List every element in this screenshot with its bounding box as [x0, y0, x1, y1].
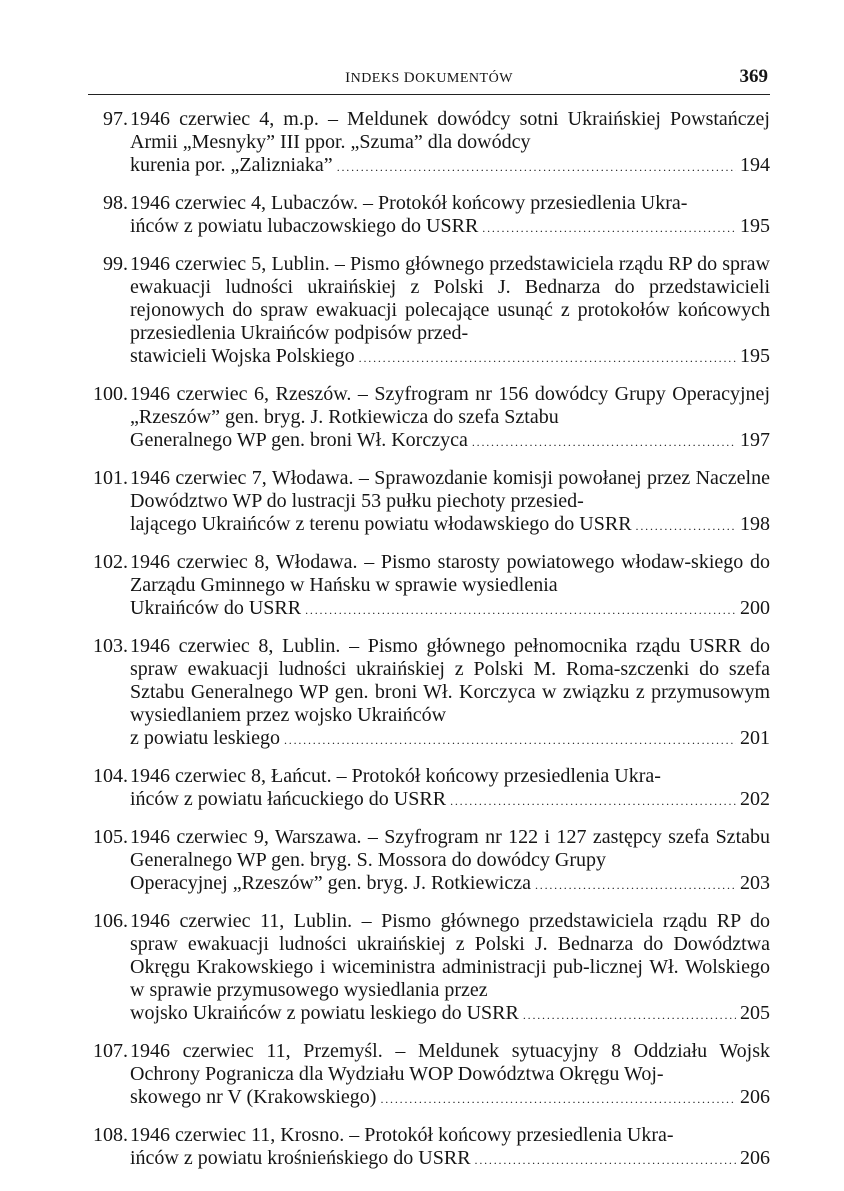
entry-number: 97.	[103, 108, 128, 130]
running-title: INDEKS DOKUMENTÓW	[345, 70, 513, 86]
entry-description: 1946 czerwiec 9, Warszawa. – Szyfrogram nr 122 i 127 zastępcy szefa Sztabu Generalnego WP gen. bryg. S. Mossora do dowódcy Grupy	[130, 826, 770, 871]
entry-description: 1946 czerwiec 4, m.p. – Meldunek dowódcy sotni Ukraińskiej Powstańczej Armii „Mesnyky” III ppor. „Szuma” dla dowódcy	[130, 108, 770, 153]
entry-number: 108.	[93, 1124, 128, 1146]
page-header	[88, 64, 770, 95]
entry-description: 1946 czerwiec 8, Łańcut. – Protokół końcowy przesiedlenia Ukra-	[130, 765, 661, 787]
entry-description-end: Ukraińców do USRR	[130, 597, 302, 619]
entry-description-end: Generalnego WP gen. broni Wł. Korczyca	[130, 429, 468, 451]
entry-description: 1946 czerwiec 11, Lublin. – Pismo głównego przedstawiciela rządu RP do spraw ewakuacji ludności ukraińskiej z Polski J. Bednarza do Dowództwa Okręgu Krakowskiego i wiceministra administracji pub-licznej Wł. Wolskiego w sprawie przymusowego wysiedlania przez	[130, 910, 770, 1001]
dot-leader	[472, 429, 736, 454]
index-entry	[88, 826, 770, 897]
entry-description: 1946 czerwiec 6, Rzeszów. – Szyfrogram nr 156 dowódcy Grupy Operacyjnej „Rzeszów” gen. bryg. J. Rotkiewicza do szefa Sztabu	[130, 383, 770, 428]
document-index-list	[88, 108, 770, 1185]
entry-description-end: ińców z powiatu łańcuckiego do USRR	[130, 788, 447, 810]
entry-number: 100.	[93, 383, 128, 405]
entry-number: 105.	[93, 826, 128, 848]
dot-leader	[359, 345, 736, 370]
entry-description: 1946 czerwiec 11, Krosno. – Protokół końcowy przesiedlenia Ukra-	[130, 1124, 674, 1146]
entry-number: 106.	[93, 910, 128, 932]
entry-page-ref: 205	[740, 1002, 770, 1024]
index-entry	[88, 467, 770, 538]
entry-number: 102.	[93, 551, 128, 573]
entry-number: 101.	[93, 467, 128, 489]
entry-page-ref: 197	[740, 429, 770, 451]
index-entry	[88, 551, 770, 622]
entry-description-end: skowego nr V (Krakowskiego)	[130, 1086, 377, 1108]
index-entry	[88, 910, 770, 1027]
entry-description: 1946 czerwiec 8, Lublin. – Pismo głównego pełnomocnika rządu USRR do spraw ewakuacji ludności ukraińskiej z Polski M. Roma-szczenki do szefa Sztabu Generalnego WP gen. broni Wł. Korczyca w związku z przymusowym wysiedlaniem przez wojsko Ukraińców	[130, 635, 770, 726]
dot-leader	[535, 872, 736, 897]
index-entry	[88, 765, 770, 813]
entry-page-ref: 206	[740, 1147, 770, 1169]
entry-description-end: ińców z powiatu krośnieńskiego do USRR	[130, 1147, 471, 1169]
entry-number: 99.	[103, 253, 128, 275]
entry-description-end: z powiatu leskiego	[130, 727, 280, 749]
dot-leader	[380, 1086, 736, 1111]
entry-description-end: wojsko Ukraińców z powiatu leskiego do USRR	[130, 1002, 519, 1024]
entry-description-end: kurenia por. „Zalizniaka”	[130, 154, 333, 176]
entry-description: 1946 czerwiec 8, Włodawa. – Pismo starosty powiatowego włodaw-skiego do Zarządu Gminnego w Hańsku w sprawie wysiedlenia	[130, 551, 770, 596]
index-entry	[88, 1040, 770, 1111]
entry-description-end: lającego Ukraińców z terenu powiatu włodawskiego do USRR	[130, 513, 632, 535]
entry-number: 107.	[93, 1040, 128, 1062]
index-entry	[88, 635, 770, 752]
entry-page-ref: 198	[740, 513, 770, 535]
dot-leader	[284, 727, 736, 752]
page-number: 369	[739, 66, 768, 87]
dot-leader	[475, 1147, 736, 1172]
entry-description: 1946 czerwiec 11, Przemyśl. – Meldunek sytuacyjny 8 Oddziału Wojsk Ochrony Pogranicza dla Wydziału WOP Dowództwa Okręgu Woj-	[130, 1040, 770, 1085]
entry-page-ref: 195	[740, 345, 770, 367]
entry-description: 1946 czerwiec 7, Włodawa. – Sprawozdanie komisji powołanej przez Naczelne Dowództwo WP do lustracji 53 pułku piechoty przesied-	[130, 467, 770, 512]
index-entry	[88, 192, 770, 240]
dot-leader	[636, 513, 736, 538]
entry-number: 104.	[93, 765, 128, 787]
entry-page-ref: 206	[740, 1086, 770, 1108]
entry-description: 1946 czerwiec 4, Lubaczów. – Protokół końcowy przesiedlenia Ukra-	[130, 192, 688, 214]
index-entry	[88, 253, 770, 370]
index-entry	[88, 383, 770, 454]
entry-page-ref: 200	[740, 597, 770, 619]
dot-leader	[305, 597, 736, 622]
index-entry	[88, 1124, 770, 1172]
dot-leader	[450, 788, 736, 813]
entry-description: 1946 czerwiec 5, Lublin. – Pismo głównego przedstawiciela rządu RP do spraw ewakuacji ludności ukraińskiej z Polski J. Bednarza do przedstawicieli rejonowych do spraw ewakuacji polecające usunąć z protokołów końcowych przesiedlenia Ukraińców podpisów przed-	[130, 253, 770, 344]
dot-leader	[523, 1002, 736, 1027]
entry-number: 98.	[103, 192, 128, 214]
entry-description-end: ińców z powiatu lubaczowskiego do USRR	[130, 215, 479, 237]
entry-page-ref: 202	[740, 788, 770, 810]
entry-page-ref: 194	[740, 154, 770, 176]
entry-page-ref: 195	[740, 215, 770, 237]
dot-leader	[337, 154, 736, 179]
index-entry	[88, 108, 770, 179]
entry-description-end: stawicieli Wojska Polskiego	[130, 345, 355, 367]
entry-description-end: Operacyjnej „Rzeszów” gen. bryg. J. Rotkiewicza	[130, 872, 531, 894]
entry-number: 103.	[93, 635, 128, 657]
entry-page-ref: 203	[740, 872, 770, 894]
entry-page-ref: 201	[740, 727, 770, 749]
dot-leader	[482, 215, 736, 240]
